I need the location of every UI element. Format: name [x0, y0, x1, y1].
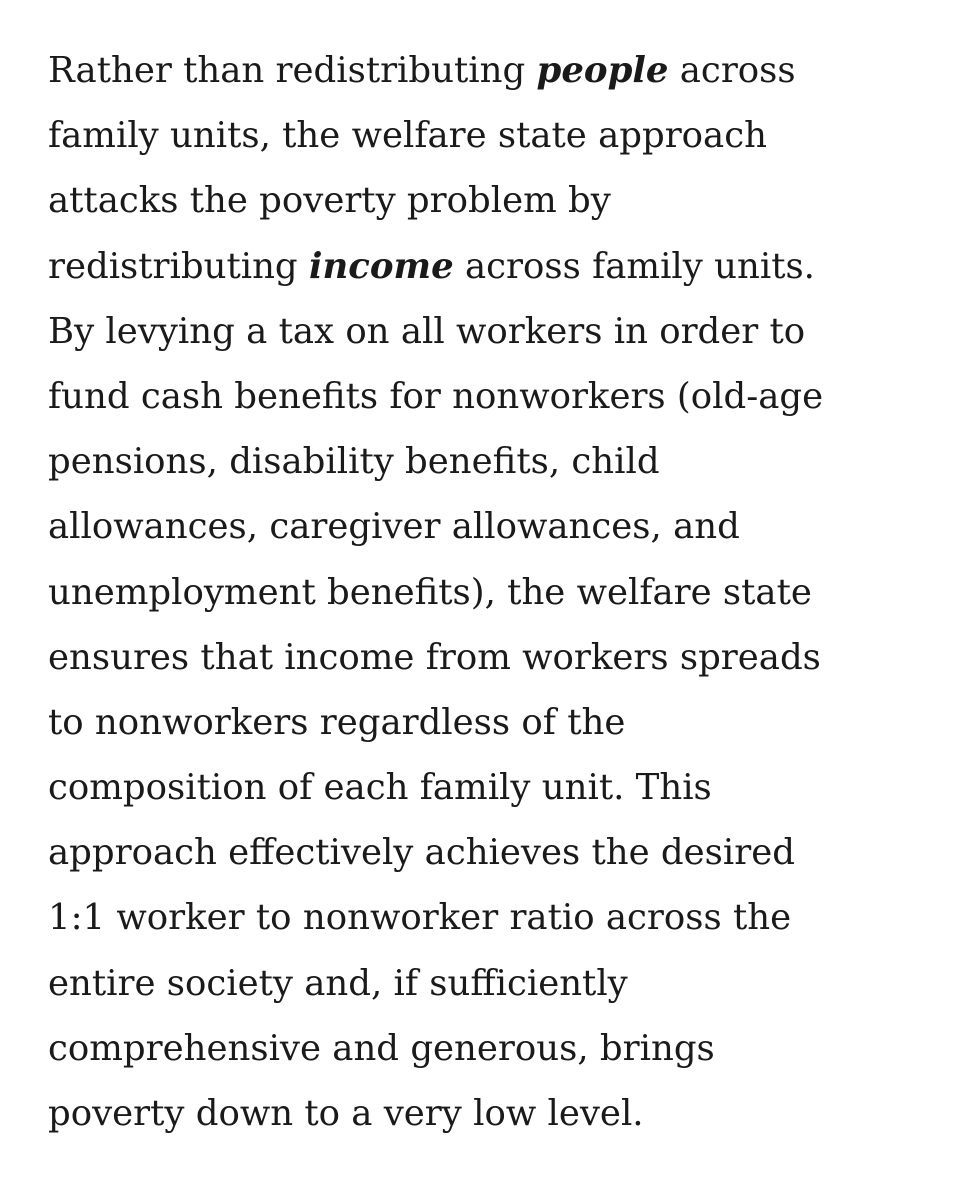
text-passage	[48, 38, 948, 1146]
text-line-11: to nonworkers regardless of the	[48, 701, 626, 743]
line-1-text-before: Rather than redistributing	[48, 50, 537, 91]
text-line-6: fund cash benefits for nonworkers (old-age	[48, 375, 824, 417]
text-line-13: approach effectively achieves the desired	[48, 832, 795, 874]
text-line-17: poverty down to a very low level.	[48, 1093, 644, 1134]
text-line-8: allowances, caregiver allowances, and	[48, 506, 740, 548]
text-line-4	[48, 234, 948, 299]
text-line-7: pensions, disability benefits, child	[48, 441, 660, 483]
text-line-1	[48, 38, 948, 103]
text-line-9: unemployment benefits), the welfare state	[48, 571, 812, 613]
text-line-3: attacks the poverty problem by	[48, 180, 611, 222]
line-4-text-before: redistributing	[48, 245, 309, 287]
text-line-14: 1:1 worker to nonworker ratio across the	[48, 897, 792, 939]
text-line-16: comprehensive and generous, brings	[48, 1027, 715, 1069]
text-line-2: family units, the welfare state approach	[48, 115, 767, 157]
emphasis-income: income	[308, 245, 454, 287]
emphasis-people: people	[536, 50, 669, 91]
line-4-text-after: across family units.	[453, 245, 815, 287]
text-line-5: By levying a tax on all workers in order to	[48, 310, 806, 352]
text-line-15: entire society and, if sufficiently	[48, 962, 628, 1004]
text-line-12: composition of each family unit. This	[48, 767, 712, 809]
text-line-10: ensures that income from workers spreads	[48, 636, 821, 678]
line-1-text-after: across	[668, 50, 796, 91]
